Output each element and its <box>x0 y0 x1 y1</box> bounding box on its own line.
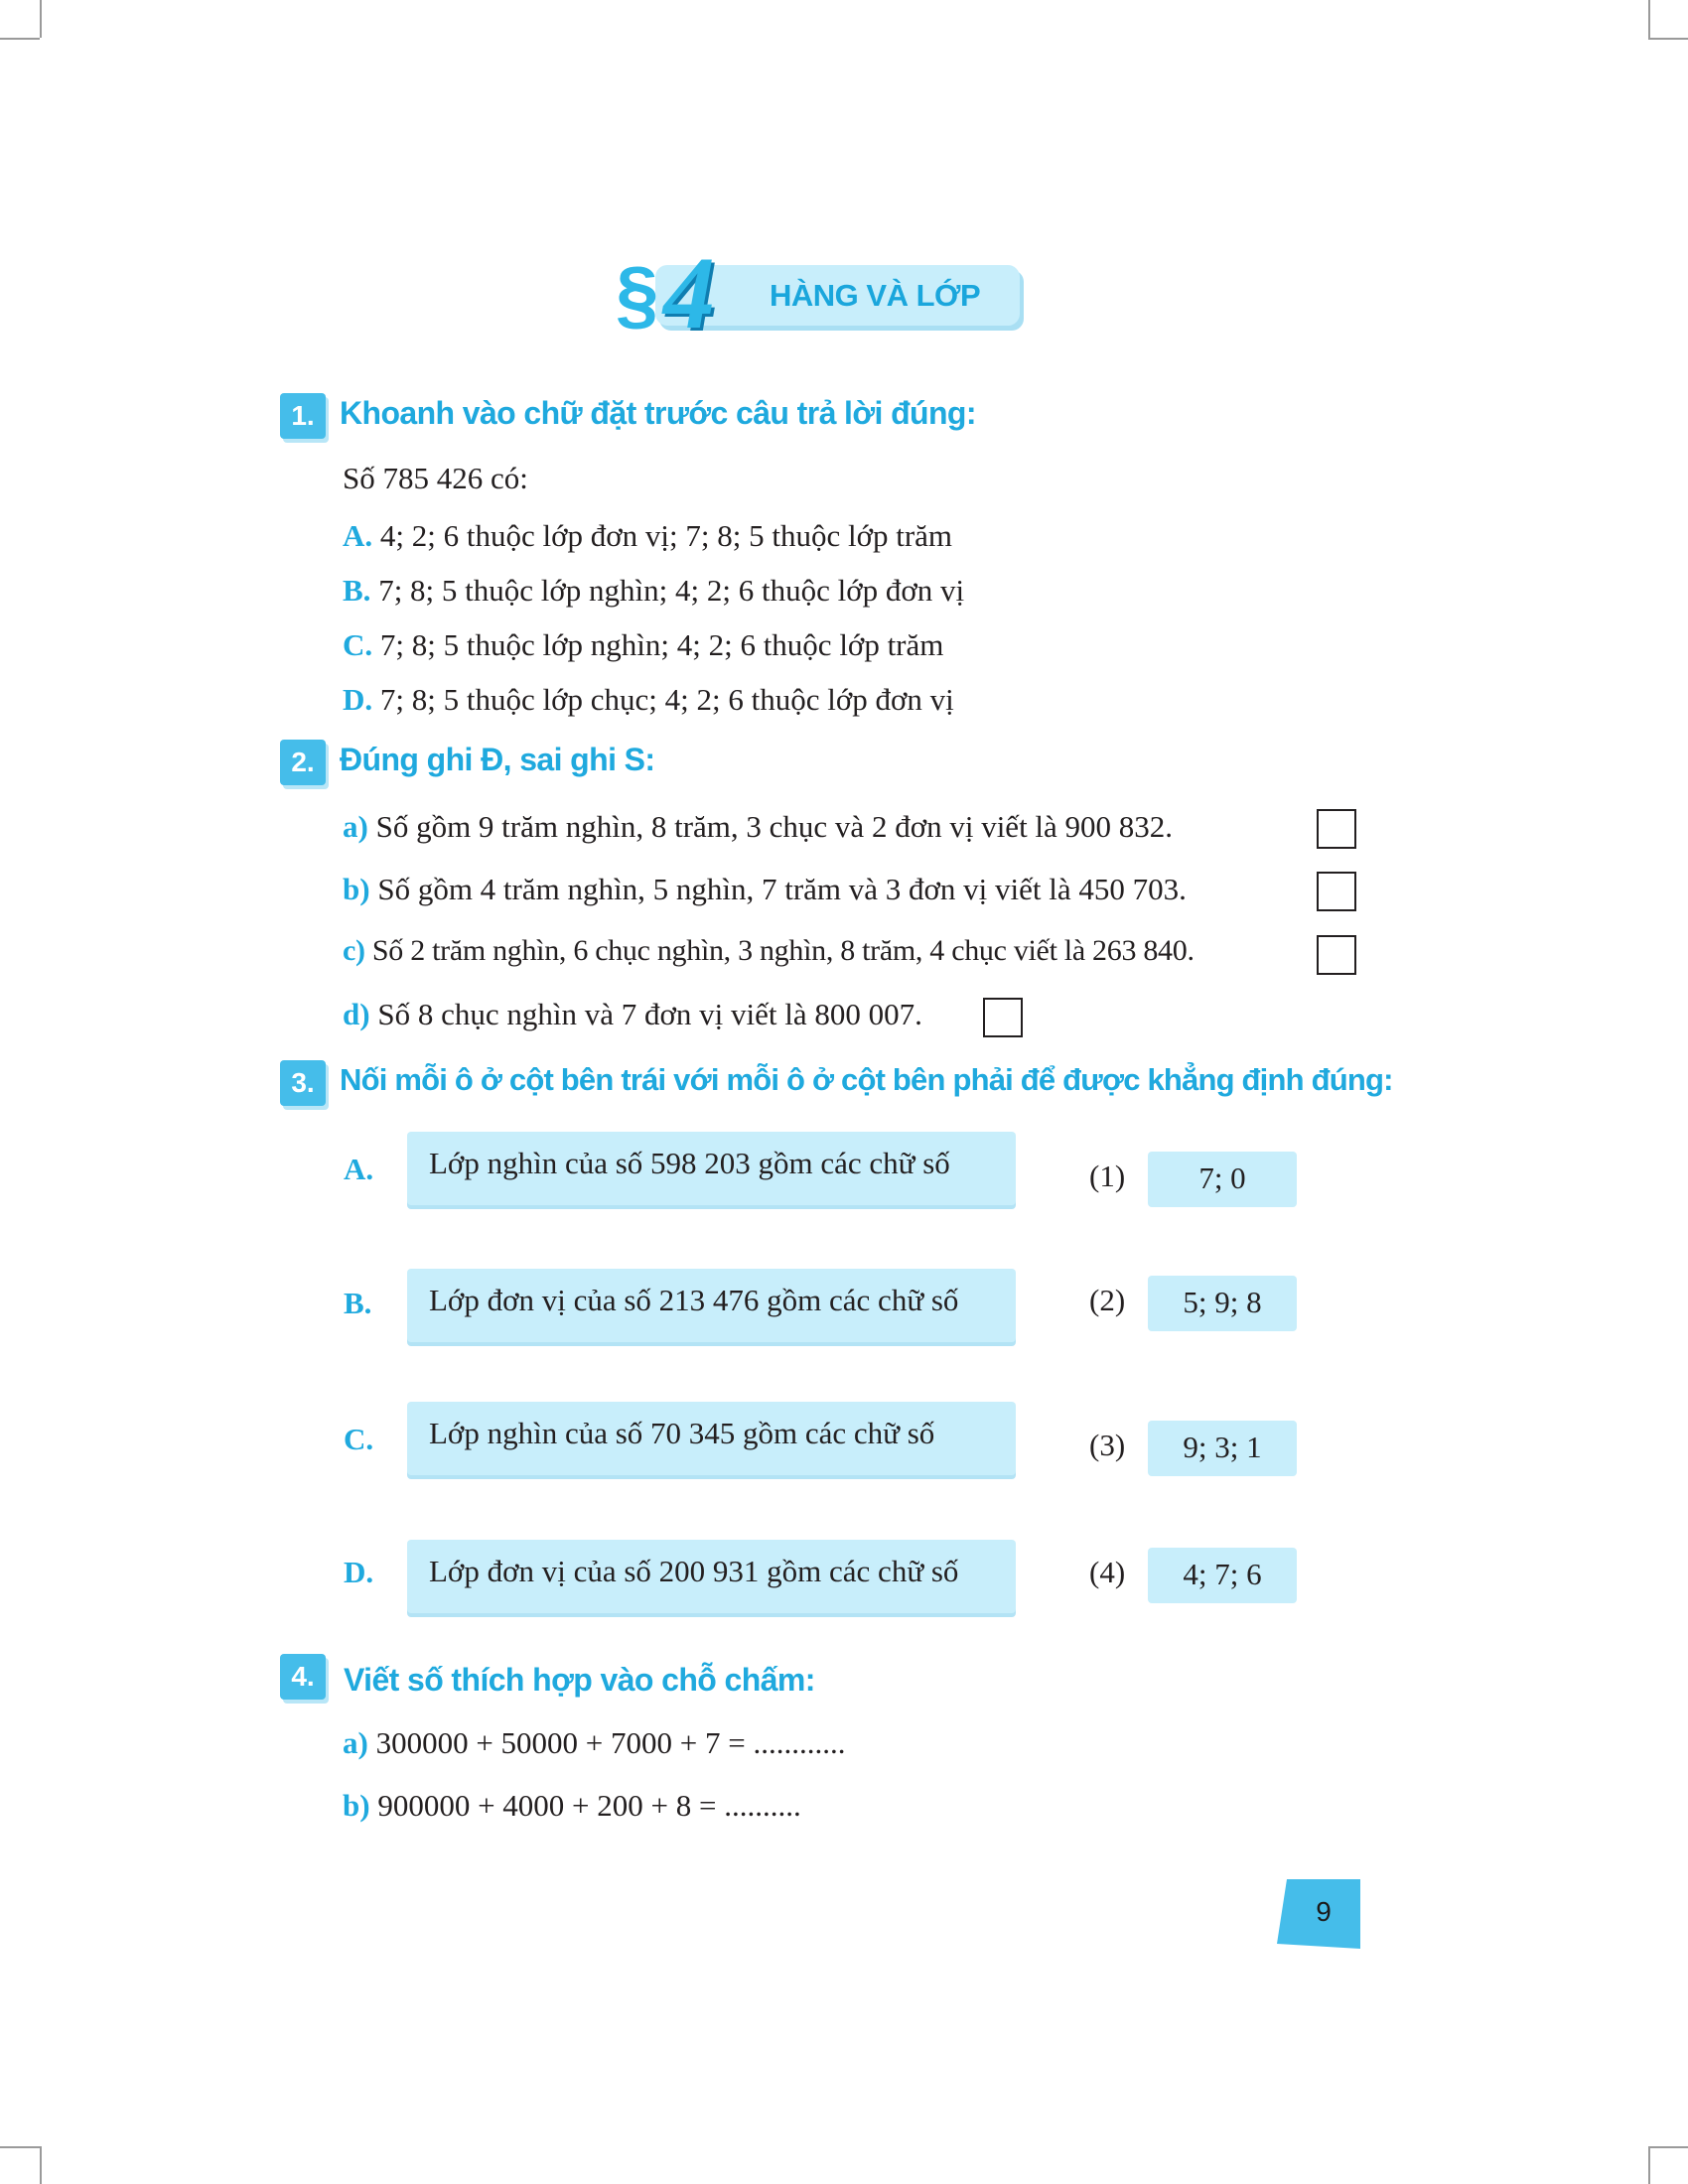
exercise-title: Khoanh vào chữ đặt trước câu trả lời đúng: <box>340 395 976 431</box>
match-left-box-d[interactable] <box>407 1540 1016 1613</box>
crop-mark <box>40 0 42 38</box>
statement-a <box>343 809 1173 845</box>
crop-mark <box>1648 2146 1688 2148</box>
fill-item-a[interactable] <box>343 1725 846 1761</box>
match-right-box-3[interactable] <box>1148 1421 1297 1476</box>
exercise-number-badge: 4. <box>280 1654 326 1700</box>
exercise-number-badge: 3. <box>280 1060 326 1106</box>
answer-box-a[interactable] <box>1317 809 1356 849</box>
match-left-box-c[interactable] <box>407 1402 1016 1475</box>
statement-text: Số 8 chục nghìn và 7 đơn vị viết là 800 007. <box>377 997 922 1031</box>
option-d[interactable] <box>343 682 954 718</box>
option-text: 7; 8; 5 thuộc lớp nghìn; 4; 2; 6 thuộc lớp đơn vị <box>378 573 965 608</box>
fill-item-text: 300000 + 50000 + 7000 + 7 = ............ <box>375 1725 846 1760</box>
crop-mark <box>1648 2146 1650 2184</box>
answer-box-c[interactable] <box>1317 935 1356 975</box>
match-left-text: Lớp đơn vị của số 200 931 gồm các chữ số <box>429 1554 959 1588</box>
page-number-tab <box>1277 1879 1360 1949</box>
exercise-title: Đúng ghi Đ, sai ghi S: <box>340 742 655 777</box>
match-right-index-1: (1) <box>1089 1159 1126 1193</box>
statement-c <box>343 934 1195 968</box>
statement-d <box>343 997 922 1032</box>
fill-item-b[interactable] <box>343 1788 801 1824</box>
match-left-label-c: C. <box>344 1422 374 1456</box>
match-left-text: Lớp đơn vị của số 213 476 gồm các chữ số <box>429 1283 959 1317</box>
option-text: 7; 8; 5 thuộc lớp nghìn; 4; 2; 6 thuộc lớp trăm <box>379 627 944 662</box>
option-a[interactable] <box>343 518 952 554</box>
match-left-box-a[interactable] <box>407 1132 1016 1205</box>
section-symbol: § <box>616 250 659 338</box>
statement-text: Số 2 trăm nghìn, 6 chục nghìn, 3 nghìn, 8 trăm, 4 chục viết là 263 840. <box>371 934 1195 967</box>
exercise-number-badge: 2. <box>280 740 326 785</box>
match-right-text: 5; 9; 8 <box>1183 1285 1262 1319</box>
match-right-text: 7; 0 <box>1198 1160 1246 1195</box>
section-title: HÀNG VÀ LỚP <box>770 278 981 313</box>
match-right-index-3: (3) <box>1089 1428 1126 1462</box>
fill-item-label: a) <box>343 1725 368 1760</box>
match-left-label-b: B. <box>344 1286 372 1320</box>
option-c[interactable] <box>343 627 943 663</box>
exercise-number-badge: 1. <box>280 393 326 439</box>
page-number: 9 <box>1316 1896 1332 1927</box>
crop-mark <box>40 2146 42 2184</box>
option-text: 4; 2; 6 thuộc lớp đơn vị; 7; 8; 5 thuộc lớp trăm <box>379 518 953 553</box>
match-right-index-2: (2) <box>1089 1283 1126 1317</box>
crop-mark <box>0 2146 40 2148</box>
exercise-title: Viết số thích hợp vào chỗ chấm: <box>344 1662 815 1698</box>
match-left-text: Lớp nghìn của số 70 345 gồm các chữ số <box>429 1416 935 1450</box>
match-right-index-4: (4) <box>1089 1555 1126 1589</box>
answer-box-d[interactable] <box>983 998 1023 1037</box>
option-b[interactable] <box>343 573 964 609</box>
fill-item-label: b) <box>343 1788 370 1823</box>
section-header <box>616 236 1033 350</box>
fill-item-text: 900000 + 4000 + 200 + 8 = .......... <box>377 1788 801 1823</box>
section-number: 4 <box>663 236 715 350</box>
option-label: D. <box>343 682 373 717</box>
match-right-box-4[interactable] <box>1148 1548 1297 1603</box>
exercise-title: Nối mỗi ô ở cột bên trái với mỗi ô ở cột bên phải để được khẳng định đúng: <box>340 1062 1393 1097</box>
exercise-1-stem: Số 785 426 có: <box>343 461 528 495</box>
statement-label: d) <box>343 997 370 1031</box>
option-label: C. <box>343 627 373 662</box>
crop-mark <box>1648 38 1688 40</box>
statement-text: Số gồm 4 trăm nghìn, 5 nghìn, 7 trăm và 3 đơn vị viết là 450 703. <box>377 872 1187 906</box>
statement-label: c) <box>343 934 365 967</box>
crop-mark <box>1648 0 1650 38</box>
option-label: B. <box>343 573 371 608</box>
match-right-text: 9; 3; 1 <box>1183 1430 1262 1464</box>
crop-mark <box>0 38 40 40</box>
match-right-box-2[interactable] <box>1148 1276 1297 1331</box>
answer-box-b[interactable] <box>1317 872 1356 911</box>
match-left-box-b[interactable] <box>407 1269 1016 1342</box>
statement-label: b) <box>343 872 370 906</box>
match-right-text: 4; 7; 6 <box>1183 1557 1262 1591</box>
match-left-label-d: D. <box>344 1555 374 1589</box>
statement-text: Số gồm 9 trăm nghìn, 8 trăm, 3 chục và 2 đơn vị viết là 900 832. <box>375 809 1174 844</box>
option-label: A. <box>343 518 373 553</box>
match-right-box-1[interactable] <box>1148 1152 1297 1207</box>
match-left-label-a: A. <box>344 1152 374 1186</box>
match-left-text: Lớp nghìn của số 598 203 gồm các chữ số <box>429 1146 950 1180</box>
statement-label: a) <box>343 809 368 844</box>
option-text: 7; 8; 5 thuộc lớp chục; 4; 2; 6 thuộc lớp đơn vị <box>379 682 954 717</box>
statement-b <box>343 872 1187 907</box>
